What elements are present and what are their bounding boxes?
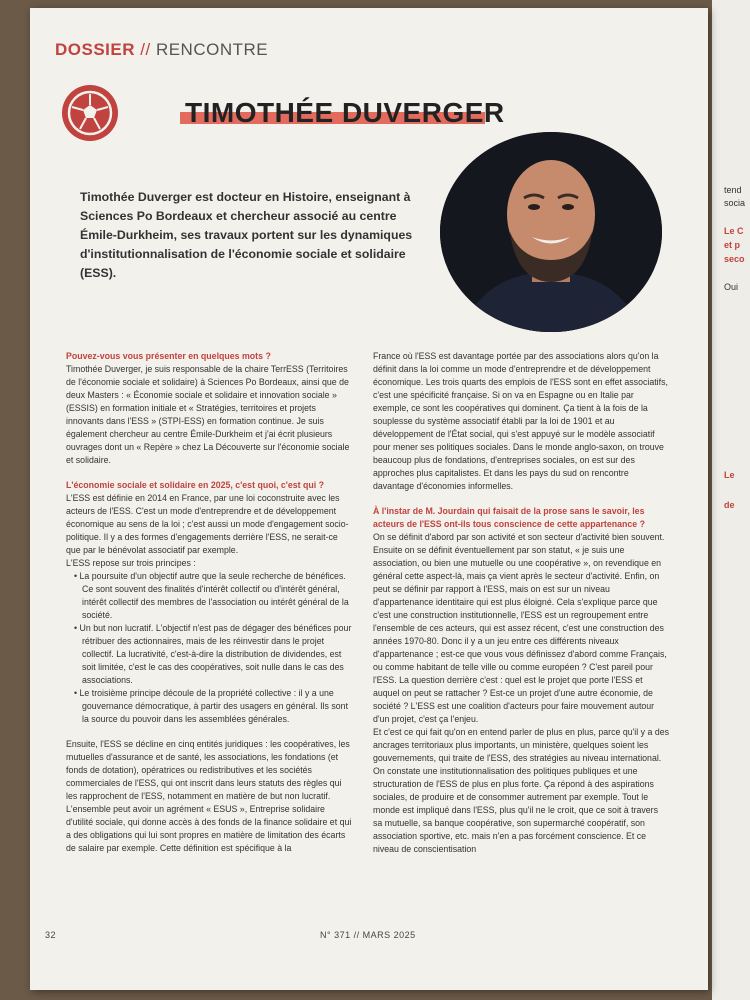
list-item: • La poursuite d'un objectif autre que la seule recherche de bénéfices. Ce sont souvent des finalités d'intérêt collectif ou d'intérêt général, intérêt collectif des membres de l'association ou intérêt général de la société. xyxy=(74,570,354,622)
rubric-section: DOSSIER xyxy=(55,40,136,59)
list-item: • Un but non lucratif. L'objectif n'est pas de dégager des bénéfices pour rétribuer des actionnaires, mais de les réinvestir dans le projet collectif. La lucrativité, c'est-à-dire la distribution de dividendes, est soit limitée, c'est le cas des coopératives, soit nulle dans le cas des associations. xyxy=(74,622,354,687)
question-2: L'économie sociale et solidaire en 2025, c'est quoi, c'est qui ? xyxy=(66,480,325,490)
answer-3: Ensuite, l'ESS se décline en cinq entités juridiques : les coopératives, les mutuelles d'assurance et de santé, les associations, les fondations (et fonds de dotation), opératrices ou redistributives et les sociétés commerciales de l'ESS, qui ont inscrit dans leurs statuts des règles qui les rapprochent de l'ESS, notamment en matière de but non lucratif. L'ensemble peut avoir un agrément « ESUS », Entreprise solidaire d'utilité sociale, qui donne accès à des fonds de la finance solidaire et qui a des obligations qui lui sont propres en matière de limitation des écarts de salaire par exemple. Cette définition est spécifique à la xyxy=(66,739,352,853)
article-column-right xyxy=(373,350,669,856)
answer-continued: France où l'ESS est davantage portée par des associations alors qu'on la définit dans la loi comme un mode d'entreprendre et de développement économique. Les trois quarts des emplois de l'ESS sont en effet associatifs, c'est une spécificité française. Si on va en Espagne ou en Italie par exemple, ce sont les coopératives qui dominent. Ça tient à la fois de la souplesse du système associatif établi par la loi de 1901 et au développement de l'État social, qui s'est appuyé sur le modèle associatif pour mener ses politiques sociales. Dans le monde anglo-saxon, on trouve beaucoup plus de fondations, d'entreprises sociales, on est sur des approches plus capitalistes. Et dans les pays du sud on rencontre davantage d'économies informelles. xyxy=(373,351,668,491)
question-1: Pouvez-vous vous présenter en quelques mots ? xyxy=(66,351,271,361)
page-title: TIMOTHÉE DUVERGER xyxy=(185,97,505,128)
next-page-edge: tend socia Le C et p seco Oui Le de xyxy=(712,0,750,1000)
rubric-separator: // xyxy=(135,40,156,59)
rubric xyxy=(55,40,268,60)
principles-list xyxy=(66,570,354,726)
answer-4: On se définit d'abord par son activité et son secteur d'activité bien souvent. Ensuite on se définit éventuellement par son statut, « je suis une association, ou bien une mutuelle ou une coopérative », on revendique en général cette aspect-là, mais ça vient après le secteur d'activité. Enfin, on peut se définir par rapport à l'ESS, mais on est sur un niveau d'appartenance identitaire qui est plus éloigné. Cela s'explique parce que c'est une construction institutionnelle, l'ESS est un regroupement entre l'ensemble de ces acteurs, qui est assez récent, c'est une construction des années 1970-80. Donc il y a un jeu entre ces différents niveaux d'appartenance ; est-ce que vous vous définissez d'abord comme Français, ou comme habitant de telle ville ou comme européen ? C'est pareil pour l'ESS. La question derrière c'est : quel est le projet que porte l'ESS et auquel on peut se rattacher ? Est-ce un projet d'une autre économie, de société ? L'ESS est une coalition d'acteurs pour faire mouvement autour d'un projet, c'est ça l'enjeu. xyxy=(373,532,667,724)
football-logo-icon xyxy=(62,85,118,141)
list-item: • Le troisième principe découle de la propriété collective : il y a une gouvernance démocratique, à partir des usagers en général. Ils sont la source du pouvoir dans les assemblées générales. xyxy=(74,687,354,726)
portrait-photo xyxy=(440,132,662,332)
rubric-sub: RENCONTRE xyxy=(155,40,269,59)
answer-2-lead: L'ESS repose sur trois principes : xyxy=(66,558,196,568)
answer-2: L'ESS est définie en 2014 en France, par une loi coconstruite avec les acteurs de l'ESS. C'est un mode d'entreprendre et de développement économique au sens de la loi ; c'est aussi un mode d'engagement socio-politique. Il y a des formes d'engagements derrière l'ESS, ne serait-ce que par le bénévolat associatif par exemple. xyxy=(66,493,349,555)
question-3: À l'instar de M. Jourdain qui faisait de la prose sans le savoir, les acteurs de l'ESS ont-ils tous conscience de cette appartenance ? xyxy=(373,506,645,529)
answer-5: Et c'est ce qui fait qu'on en entend parler de plus en plus, parce qu'il y a des ancrages territoriaux plus importants, un ministère, quelques soient les gouvernements, qui traite de l'ESS, des stratégies au niveau international. On constate une institutionnalisation des politiques publiques et une structuration de l'ESS de plus en plus forte. Ça répond à des aspirations sociales, de produire et de consommer autrement par exemple. Tout le monde est impliqué dans l'ESS, plus qu'il ne le croit, que ce soit à travers sa mutuelle, sa banque coopérative, son supermarché coopératif, son association sportive, etc. mais n'en a pas forcément conscience. Et ce niveau de conscientisation xyxy=(373,727,670,854)
page-number: 32 xyxy=(45,930,57,940)
intro-text: Timothée Duverger est docteur en Histoire, enseignant à Sciences Po Bordeaux et chercheur associé au centre Émile-Durkheim, ses travaux portent sur les dynamiques d'institutionnalisation de l'économie sociale et solidaire (ESS). xyxy=(80,190,413,280)
answer-1: Timothée Duverger, je suis responsable de la chaire TerrESS (Territoires de l'économie sociale et solidaire) à Sciences Po Bordeaux, ainsi que de deux Masters : « Économie sociale et solidaire et innovation sociale » (ESSIS) en formation initiale et « Stratégies, territoires et projets innovants dans l'ESS » (STPI-ESS) en formation continue. Je suis également chercheur au centre Émile-Durkheim et j'ai écrit plusieurs ouvrages dont un « Repère » chez La Découverte sur l'économie sociale et solidaire. xyxy=(66,364,350,465)
article-column-left xyxy=(66,350,354,855)
issue-label: N° 371 // MARS 2025 xyxy=(320,930,416,940)
